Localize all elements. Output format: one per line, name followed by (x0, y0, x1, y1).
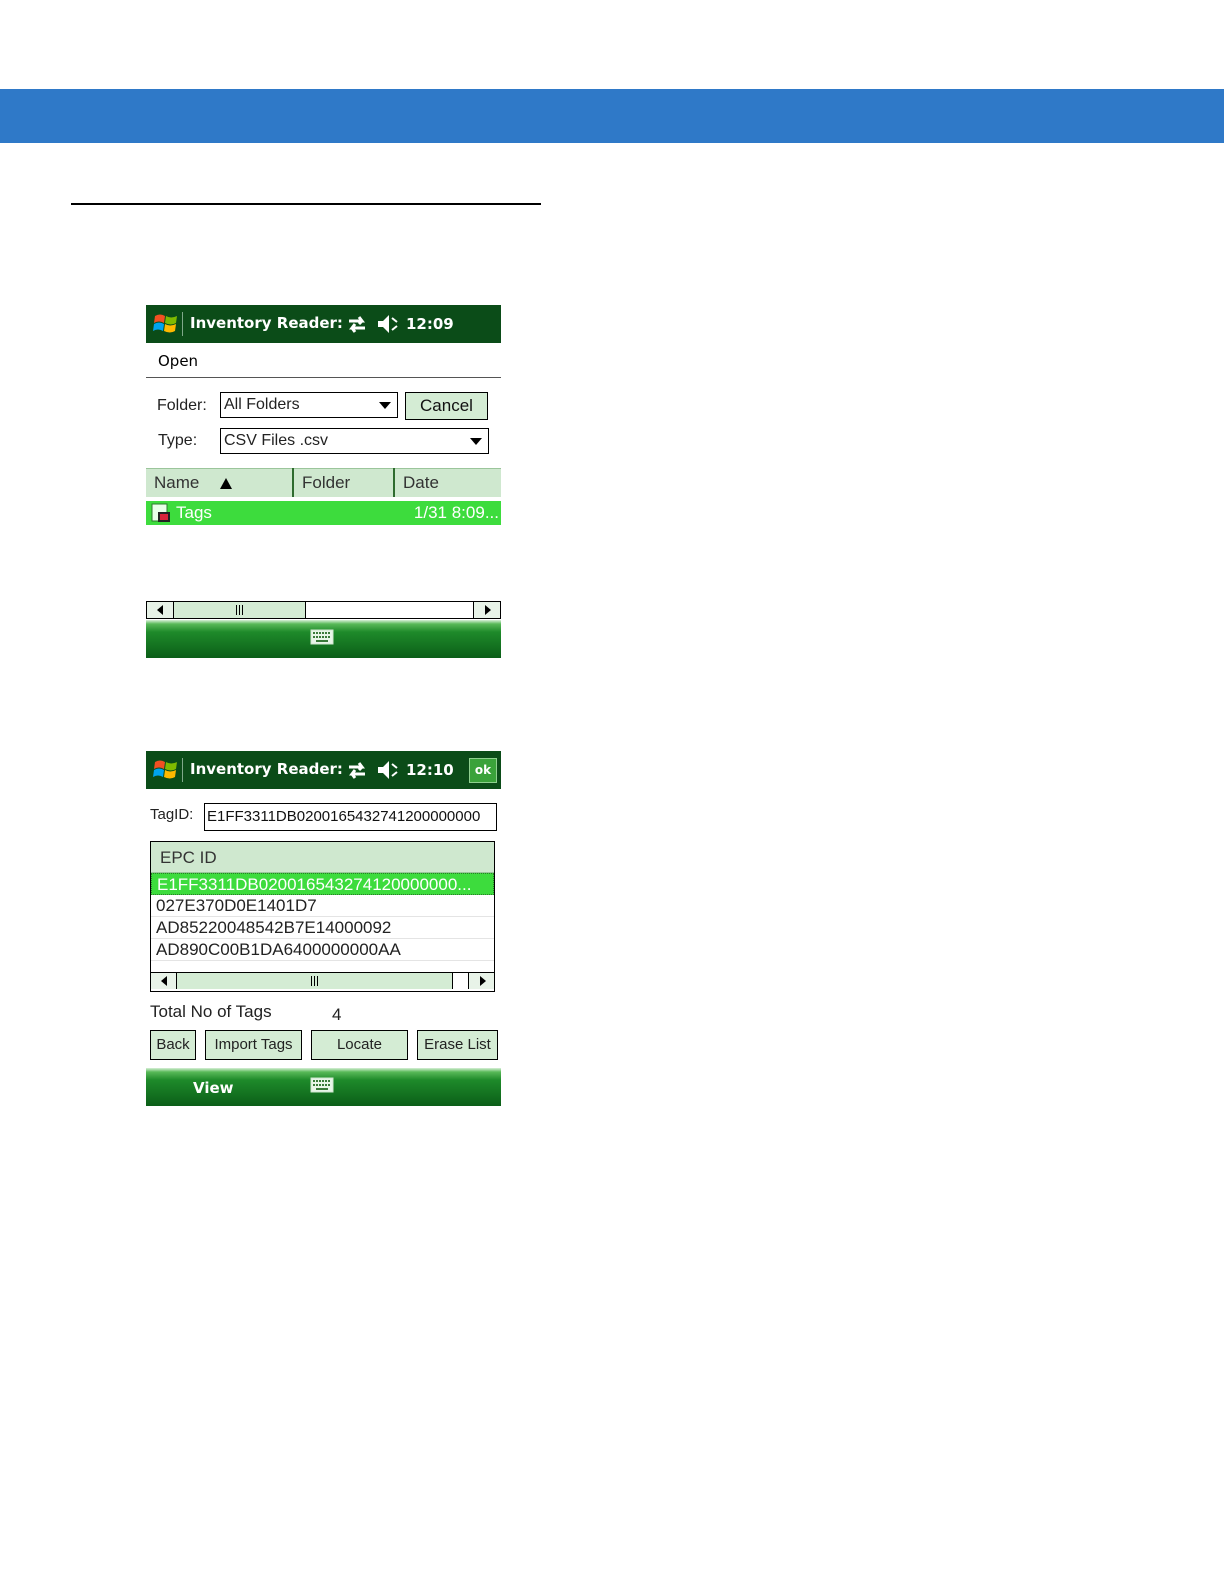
epc-list (150, 841, 495, 992)
back-button[interactable]: Back (150, 1030, 196, 1060)
title-bar (146, 305, 501, 343)
file-date: 1/31 8:09... (413, 503, 499, 522)
title-separator (182, 758, 183, 782)
sort-ascending-icon (220, 478, 232, 489)
scroll-left-button[interactable] (147, 602, 174, 618)
scroll-left-button[interactable] (150, 973, 177, 989)
window-title: Inventory Reader: (190, 314, 343, 332)
view-menu[interactable]: View (193, 1079, 234, 1097)
scroll-right-button[interactable] (468, 973, 495, 989)
ok-button[interactable]: ok (469, 758, 497, 783)
grip-icon (236, 605, 243, 615)
import-tags-button[interactable]: Import Tags (205, 1030, 302, 1060)
keyboard-icon[interactable] (310, 629, 334, 645)
tagid-label: TagID: (150, 806, 194, 823)
type-select-value: CSV Files .csv (224, 432, 329, 449)
total-tags-value: 4 (332, 1005, 342, 1024)
file-name: Tags (176, 503, 212, 522)
list-item[interactable]: AD890C00B1DA6400000000AA (151, 939, 494, 961)
grip-icon (311, 976, 318, 986)
page-header-bar (0, 89, 1224, 143)
horizontal-scrollbar[interactable] (146, 601, 501, 619)
cancel-button[interactable]: Cancel (405, 392, 488, 420)
file-row[interactable] (146, 501, 501, 525)
chevron-down-icon (379, 402, 391, 409)
arrow-left-icon (157, 605, 163, 615)
section-rule (71, 203, 541, 205)
column-header-name[interactable]: Name (146, 468, 292, 497)
csv-file-icon (151, 503, 173, 523)
type-select[interactable] (220, 428, 489, 454)
arrow-left-icon (161, 976, 167, 986)
folder-select[interactable] (220, 392, 398, 418)
title-bar (146, 751, 501, 789)
scroll-thumb[interactable] (174, 602, 306, 618)
menu-bar (146, 1068, 501, 1106)
erase-list-button[interactable]: Erase List (417, 1030, 498, 1060)
list-item[interactable]: 027E370D0E1401D7 (151, 895, 494, 917)
chevron-down-icon (470, 438, 482, 445)
dialog-heading: Open (158, 352, 199, 370)
horizontal-scrollbar[interactable] (150, 972, 495, 990)
open-dialog-screen (146, 305, 501, 658)
window-title: Inventory Reader: (190, 760, 343, 778)
tagid-input[interactable]: E1FF3311DB0200165432741200000000 (204, 803, 497, 831)
connectivity-icon[interactable] (345, 758, 369, 782)
heading-divider (146, 377, 501, 378)
menu-bar (146, 620, 501, 658)
scroll-right-button[interactable] (473, 602, 500, 618)
column-header-epc-id[interactable]: EPC ID (151, 842, 494, 873)
column-header-date[interactable]: Date (395, 468, 501, 497)
arrow-right-icon (480, 976, 486, 986)
type-label: Type: (158, 432, 198, 449)
clock[interactable]: 12:09 (406, 315, 454, 333)
keyboard-icon[interactable] (310, 1077, 334, 1093)
total-tags-label: Total No of Tags (150, 1002, 272, 1021)
folder-select-value: All Folders (224, 396, 300, 413)
clock[interactable]: 12:10 (406, 761, 454, 779)
title-separator (182, 312, 183, 336)
speaker-muted-icon[interactable] (376, 312, 400, 336)
tag-list-screen (146, 751, 501, 1106)
windows-start-icon[interactable] (152, 311, 180, 337)
windows-start-icon[interactable] (152, 757, 180, 783)
list-item[interactable]: E1FF3311DB020016543274120000000... (151, 873, 494, 895)
folder-label: Folder: (157, 397, 207, 414)
list-item[interactable]: AD85220048542B7E14000092 (151, 917, 494, 939)
locate-button[interactable]: Locate (311, 1030, 408, 1060)
arrow-right-icon (485, 605, 491, 615)
column-header-folder[interactable]: Folder (294, 468, 393, 497)
scroll-thumb[interactable] (177, 973, 453, 989)
speaker-muted-icon[interactable] (376, 758, 400, 782)
connectivity-icon[interactable] (345, 312, 369, 336)
